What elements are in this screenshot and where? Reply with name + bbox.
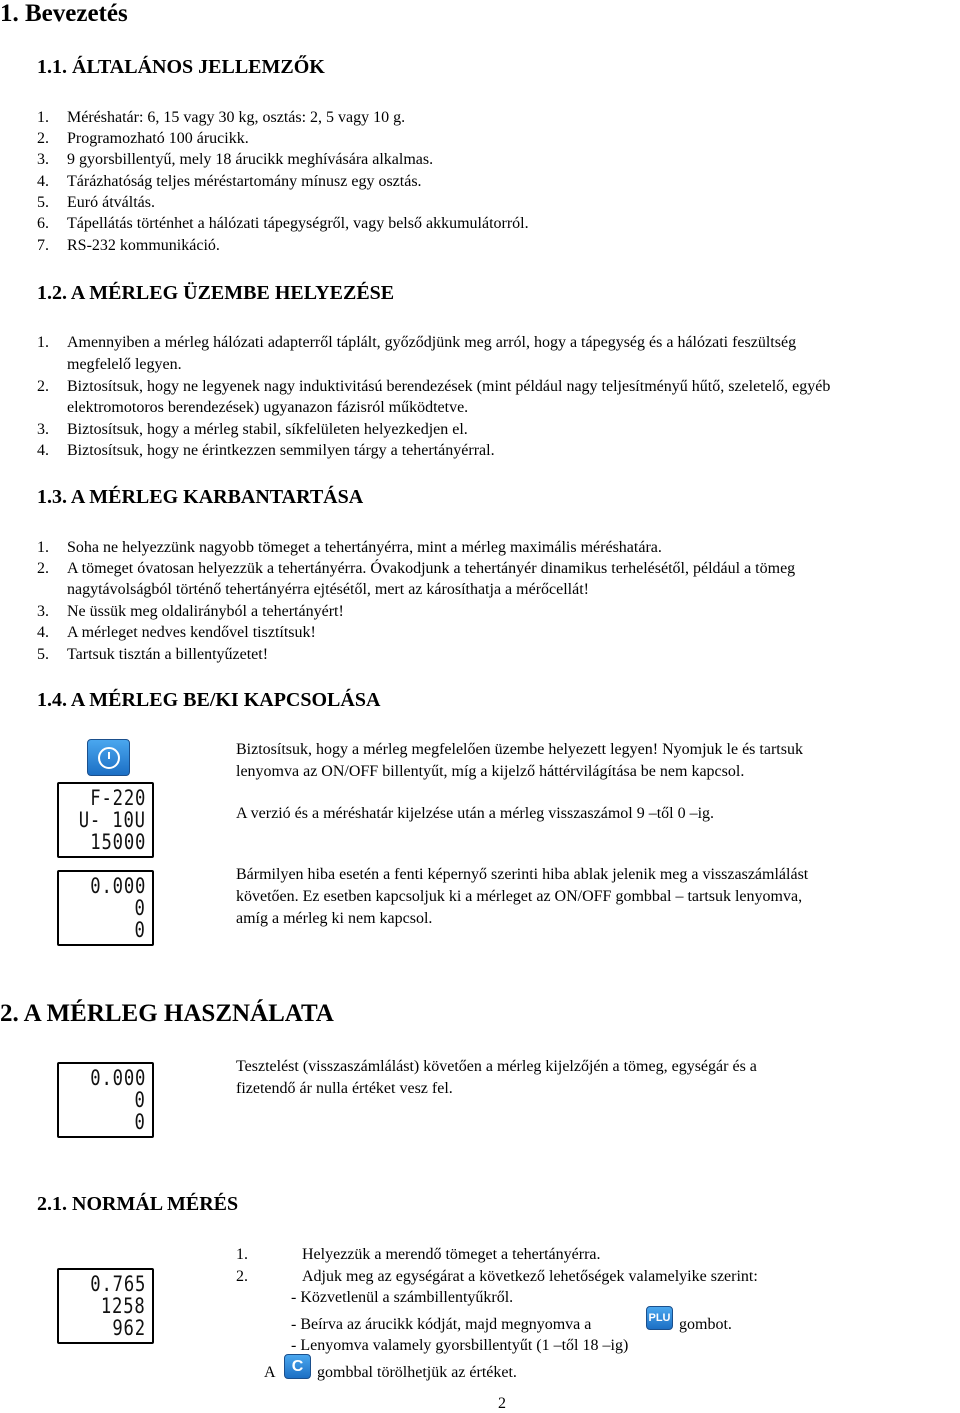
list-item: Programozható 100 árucikk.	[67, 130, 249, 147]
list-number: 3.	[37, 151, 49, 168]
lcd-line: 0	[134, 896, 146, 920]
lcd-display-measurement	[57, 1268, 154, 1344]
list-number: 3.	[37, 421, 49, 438]
sub-item-suffix: gombot.	[679, 1316, 732, 1333]
list-number: 1.	[37, 109, 49, 126]
list-number: 7.	[37, 237, 49, 254]
list-item-continued: megfelelő legyen.	[67, 356, 182, 373]
section-2-1-title: 2.1. NORMÁL MÉRÉS	[37, 1193, 239, 1215]
list-item: Soha ne helyezzünk nagyobb tömeget a tehertányérra, mint a mérleg maximális méréshatára.	[67, 539, 662, 556]
clear-key-icon	[284, 1354, 311, 1379]
list-number: 5.	[37, 646, 49, 663]
list-number: 3.	[37, 603, 49, 620]
list-number: 5.	[37, 194, 49, 211]
lcd-display-zero	[57, 870, 154, 946]
section-1-4-paragraph-1	[236, 739, 936, 783]
list-item: Biztosítsuk, hogy ne érintkezzen semmilyen tárgy a tehertányérral.	[67, 442, 495, 459]
list-number: 1.	[37, 539, 49, 556]
list-item-continued: elektromotoros berendezések) ugyanazon fázisról működtetve.	[67, 399, 469, 416]
text-line: követően. Ez esetben kapcsoljuk ki a mérleget az ON/OFF gombbal – tartsuk lenyomva,	[236, 888, 803, 905]
section-1-4-paragraph-3	[236, 864, 936, 930]
text-line: amíg a mérleg ki nem kapcsol.	[236, 910, 433, 927]
lcd-display-initial	[57, 1062, 154, 1138]
plu-key-label: PLU	[648, 1312, 671, 1324]
list-item: Amennyiben a mérleg hálózati adapterről táplált, győződjünk meg arról, hogy a tápegység és a hálózati feszültség	[67, 334, 797, 351]
list-number: 4.	[37, 624, 49, 641]
list-number: 1.	[236, 1246, 248, 1263]
text-line: A verzió és a méréshatár kijelzése után a mérleg visszaszámol 9 –től 0 –ig.	[236, 805, 715, 822]
list-item: Biztosítsuk, hogy a mérleg stabil, síkfelületen helyezkedjen el.	[67, 421, 468, 438]
lcd-line: U- 10U	[78, 808, 146, 832]
section-1-3-title: 1.3. A MÉRLEG KARBANTARTÁSA	[37, 486, 364, 508]
lcd-line: F-220	[90, 786, 146, 810]
list-item: Biztosítsuk, hogy ne legyenek nagy induktivitású berendezések (mint például nagy teljesítményű hűtő, szeletelő, egyéb	[67, 378, 831, 395]
list-number: 4.	[37, 173, 49, 190]
sub-item: - Beírva az árucikk kódját, majd megnyomva a	[291, 1316, 592, 1333]
text-line: Bármilyen hiba esetén a fenti képernyő szerinti hiba ablak jelenik meg a visszaszámlálást	[236, 866, 809, 883]
list-item: Tárázhatóság teljes méréstartomány mínusz egy osztás.	[67, 173, 422, 190]
section-1-2-title: 1.2. A MÉRLEG ÜZEMBE HELYEZÉSE	[37, 282, 395, 304]
clear-text-prefix: A	[264, 1364, 276, 1381]
list-item: A mérleget nedves kendővel tisztítsuk!	[67, 624, 316, 641]
list-item: Adjuk meg az egységárat a következő lehetőségek valamelyike szerint:	[302, 1268, 758, 1285]
list-item: A tömeget óvatosan helyezzük a tehertányérra. Óvakodjunk a tehertányér dinamikus terhelésétől, például a tömeg	[67, 560, 796, 577]
lcd-line: 0	[134, 1088, 146, 1112]
clear-text: gombbal törölhetjük az értéket.	[317, 1364, 517, 1381]
list-item: RS-232 kommunikáció.	[67, 237, 220, 254]
list-number: 4.	[37, 442, 49, 459]
list-number: 6.	[37, 215, 49, 232]
lcd-line: 0.000	[90, 1066, 146, 1090]
list-item: Ne üssük meg oldalirányból a tehertányért!	[67, 603, 344, 620]
lcd-line: 0	[134, 918, 146, 942]
section-2-paragraph	[236, 1056, 936, 1100]
clear-key-label: C	[291, 1357, 304, 1375]
list-item-continued: nagytávolságból történő tehertányérra ejtésétől, mert az károsíthatja a mérőcellát!	[67, 581, 589, 598]
text-line: Tesztelést (visszaszámlálást) követően a mérleg kijelzőjén a tömeg, egységár és a	[236, 1058, 757, 1075]
on-off-key-icon	[87, 739, 130, 776]
list-item: 9 gyorsbillentyű, mely 18 árucikk meghívására alkalmas.	[67, 151, 434, 168]
list-item: Tartsuk tisztán a billentyűzetet!	[67, 646, 269, 663]
lcd-line: 0.765	[90, 1272, 146, 1296]
lcd-line: 962	[112, 1316, 146, 1340]
list-item: Tápellátás történhet a hálózati tápegységről, vagy belső akkumulátorról.	[67, 215, 529, 232]
section-1-4-paragraph-2	[236, 803, 936, 825]
section-1-title: 1. Bevezetés	[0, 0, 128, 27]
text-line: fizetendő ár nulla értéket vesz fel.	[236, 1080, 453, 1097]
lcd-line: 15000	[90, 830, 146, 854]
plu-key-icon	[646, 1306, 673, 1330]
text-line: lenyomva az ON/OFF billentyűt, míg a kijelző háttérvilágítása be nem kapcsol.	[236, 763, 745, 780]
section-1-4-title: 1.4. A MÉRLEG BE/KI KAPCSOLÁSA	[37, 689, 381, 711]
list-item: Euró átváltás.	[67, 194, 155, 211]
list-item: Méréshatár: 6, 15 vagy 30 kg, osztás: 2, 5 vagy 10 g.	[67, 109, 406, 126]
power-icon	[96, 745, 122, 771]
lcd-line: 0.000	[90, 874, 146, 898]
list-number: 1.	[37, 334, 49, 351]
sub-item: - Lenyomva valamely gyorsbillentyűt (1 –től 18 –ig)	[291, 1337, 629, 1354]
list-item: Helyezzük a merendő tömeget a tehertányérra.	[302, 1246, 601, 1263]
sub-item: - Közvetlenül a számbillentyűkről.	[291, 1289, 514, 1306]
lcd-line: 1258	[101, 1294, 146, 1318]
lcd-display-version	[57, 782, 154, 858]
section-2-title: 2. A MÉRLEG HASZNÁLATA	[0, 1000, 334, 1027]
text-line: Biztosítsuk, hogy a mérleg megfelelően üzembe helyezett legyen! Nyomjuk le és tartsuk	[236, 741, 803, 758]
lcd-line: 0	[134, 1110, 146, 1134]
section-1-1-title: 1.1. ÁLTALÁNOS JELLEMZŐK	[37, 56, 325, 78]
list-number: 2.	[37, 378, 49, 395]
list-number: 2.	[236, 1268, 248, 1285]
page-number: 2	[498, 1395, 506, 1412]
list-number: 2.	[37, 560, 49, 577]
list-number: 2.	[37, 130, 49, 147]
